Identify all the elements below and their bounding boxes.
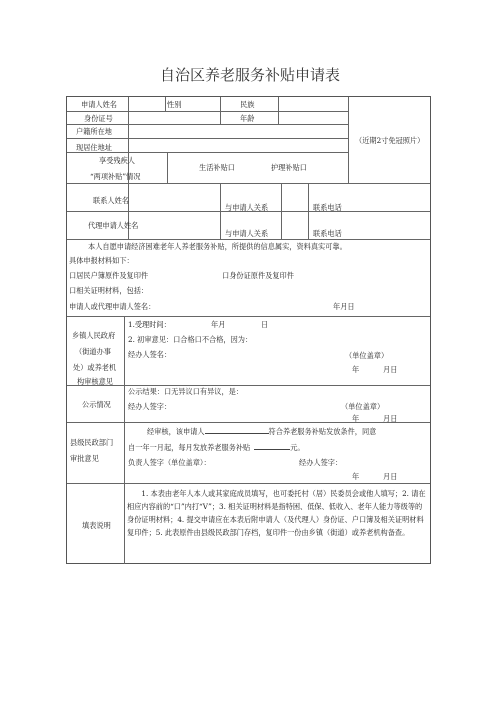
- approval-text-a: 经审核，该申请人: [147, 427, 205, 436]
- township-date-month-day: 月日: [383, 365, 398, 374]
- applicant-sign-date: 年月日: [333, 302, 355, 311]
- contact-phone-label: 联系电话: [313, 203, 342, 212]
- column-line: [124, 316, 125, 564]
- publicity-date-month-day: 月日: [383, 414, 398, 423]
- proof-materials-checkbox[interactable]: 口相关证明材料，包括：: [69, 286, 149, 295]
- address-field[interactable]: [129, 139, 347, 151]
- column-line: [348, 97, 349, 183]
- agent-relation-label: 与申请人关系: [225, 229, 269, 238]
- county-label-2: 审批意见: [70, 454, 99, 463]
- id-number-field[interactable]: [129, 112, 219, 124]
- row-line: [67, 239, 430, 240]
- contact-name-field[interactable]: [129, 185, 219, 209]
- publicity-handler-signature: 经办人签字：: [128, 402, 172, 411]
- agent-name-field[interactable]: [129, 213, 219, 237]
- publicity-date-year: 年: [352, 414, 360, 423]
- agent-relation-field[interactable]: [282, 213, 307, 237]
- row-line: [67, 152, 348, 153]
- living-subsidy-checkbox[interactable]: 生活补贴口: [199, 163, 235, 172]
- id-number-label: 身份证号: [84, 114, 113, 123]
- publicity-label: 公示情况: [82, 400, 111, 409]
- photo-placeholder: （近期2寸免冠照片）: [355, 136, 425, 145]
- gender-field[interactable]: [185, 98, 219, 110]
- row-line: [67, 316, 430, 317]
- acceptance-year-month: 年月: [211, 320, 226, 329]
- column-line: [308, 183, 309, 239]
- disability-subsidy-label-2: “两项补贴”情况: [90, 172, 141, 181]
- form-title: 自治区养老服务补贴申请表: [159, 66, 340, 84]
- address-label: 现居住地址: [76, 143, 112, 152]
- column-line: [220, 111, 221, 125]
- instructions-text: 1. 本表由老年人本人或其家庭成员填写，也可委托村（居）民委员会或他人填写；2. 请在相应内容前的“口”内打“V”；3. 相关证明材料是指特困、低保、低收入、老年人能力等级等的身份证明材料；4. 提交申请应在本表后附申请人（及代理人）身份证、户口簿及相关证明材料复印件；5. 此表原件由县级民政部门存档，复印件一份由乡镇（街道）或养老机构备查。: [127, 489, 426, 537]
- age-field[interactable]: [279, 112, 347, 124]
- column-line: [220, 183, 221, 239]
- declaration-statement: 本人自愿申请经济困难老年人养老服务补贴，所提供的信息属实，资料真实可靠。: [88, 242, 347, 251]
- gender-label: 性别: [167, 100, 182, 109]
- applicant-name-blank[interactable]: [205, 433, 269, 434]
- contact-name-label: 联系人姓名: [93, 196, 129, 205]
- hukou-label: 户籍所在地: [76, 127, 112, 136]
- agent-phone-label: 联系电话: [313, 229, 342, 238]
- township-seal: （单位盖章）: [345, 351, 389, 360]
- contact-relation-label: 与申请人关系: [225, 203, 269, 212]
- responsible-signature: 负责人签字（单位盖章）：: [128, 458, 211, 467]
- hukou-field[interactable]: [129, 125, 347, 137]
- ethnicity-field[interactable]: [279, 98, 347, 110]
- county-date-year: 年: [352, 472, 360, 481]
- approval-text-b: 符合养老服务补贴发放条件，同意: [268, 427, 377, 436]
- township-label-2: （街道办事: [75, 347, 111, 356]
- publicity-result: 公示结果：口无异议口有异议，是：: [128, 387, 244, 396]
- township-label-1: 乡镇人民政府: [72, 331, 116, 340]
- application-form-table: [66, 96, 431, 564]
- county-handler-signature: 经办人签字：: [299, 458, 343, 467]
- row-line: [67, 483, 430, 484]
- publicity-seal: （单位盖章）: [341, 402, 385, 411]
- approval-text-d: 元。: [290, 443, 305, 452]
- row-line: [67, 183, 430, 184]
- nursing-subsidy-checkbox[interactable]: 护理补贴口: [271, 163, 307, 172]
- column-line: [220, 97, 221, 111]
- instructions-label: 填表说明: [82, 521, 111, 530]
- agent-name-label: 代理申请人姓名: [88, 221, 139, 230]
- applicant-name-label: 申请人姓名: [81, 100, 117, 109]
- applicant-signature-label: 申请人或代理申请人签名：: [69, 302, 156, 311]
- column-line: [167, 152, 168, 183]
- approval-line-2: [128, 443, 305, 452]
- approval-text-c: 自一年一月起，每月发放养老服务补贴: [128, 443, 251, 452]
- subsidy-amount-blank[interactable]: [254, 449, 290, 450]
- disability-subsidy-label: 享受残疾人: [99, 156, 135, 165]
- applicant-name-field[interactable]: [129, 98, 164, 110]
- ethnicity-label: 民族: [240, 100, 255, 109]
- acceptance-time-label: 1.受理时间：: [128, 320, 171, 329]
- township-date-year: 年: [352, 365, 360, 374]
- contact-phone-field[interactable]: [345, 185, 429, 209]
- hukou-copy-checkbox[interactable]: 口居民户簿原件及复印件: [69, 271, 149, 280]
- county-date-month-day: 月日: [383, 472, 398, 481]
- township-label-4: 构审核意见: [77, 377, 113, 386]
- township-label-3: 处）或养老机: [73, 363, 117, 372]
- approval-line-1: [147, 427, 376, 436]
- agent-phone-field[interactable]: [345, 213, 429, 237]
- column-line: [165, 97, 166, 111]
- contact-relation-field[interactable]: [282, 185, 307, 209]
- age-label: 年龄: [240, 114, 255, 123]
- acceptance-day: 日: [261, 320, 269, 329]
- county-label-1: 县级民政部门: [70, 438, 114, 447]
- township-handler-signature: 经办人签名：: [128, 350, 172, 359]
- preliminary-opinion: 2. 初审意见：口合格口不合格，因为：: [128, 335, 253, 344]
- row-line: [67, 422, 430, 423]
- materials-heading: 具体申报材料如下：: [69, 256, 134, 265]
- id-copy-checkbox[interactable]: 口身份证原件及复印件: [222, 271, 294, 280]
- row-line: [67, 385, 430, 386]
